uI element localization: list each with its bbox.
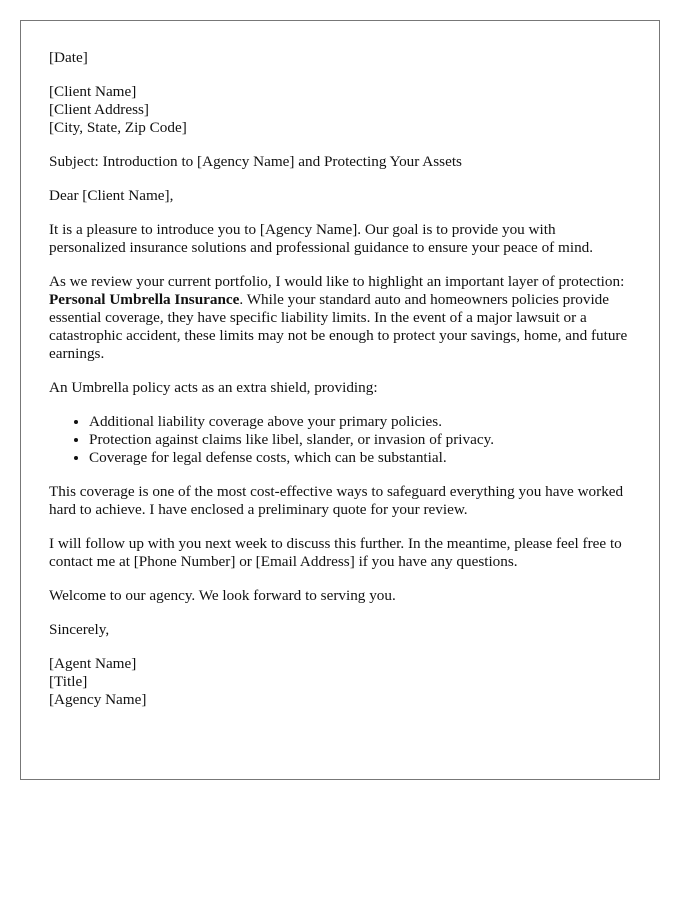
benefit-list-item: • Protection against claims like libel, slander, or invasion of privacy.: [89, 431, 631, 449]
personal-umbrella-insurance-emphasis: Personal Umbrella Insurance: [49, 291, 240, 308]
umbrella-paragraph-details-text: . While your standard auto and homeowners policies provide essential coverage, they have specific liability limits. In the event of a major lawsuit or a catastrophic accident, these limits may not be enough to protect your savings, home, and future earnings.: [49, 291, 628, 362]
follow-up-paragraph: I will follow up with you next week to discuss this further. In the meantime, please feel free to contact me at [Phone Number] or [Email Address] if you have any questions.: [49, 535, 622, 570]
benefit-list-item: • Additional liability coverage above your primary policies.: [89, 413, 631, 431]
umbrella-paragraph-intro-text: As we review your current portfolio, I would like to highlight an important layer of protection:: [49, 273, 625, 290]
welcome-paragraph: Welcome to our agency. We look forward to serving you.: [49, 587, 396, 604]
signature-block: [49, 655, 631, 709]
date-line: [49, 49, 631, 67]
closing-line: Sincerely,: [49, 621, 110, 638]
cost-effective-paragraph: This coverage is one of the most cost-effective ways to safeguard everything you have worked hard to achieve. I have enclosed a preliminary quote for your review.: [49, 483, 624, 518]
salutation: Dear [Client Name],: [49, 187, 174, 204]
benefit-list-item: • Coverage for legal defense costs, which can be substantial.: [89, 449, 631, 467]
recipient-address: [Client Address]: [49, 101, 149, 118]
intro-paragraph: It is a pleasure to introduce you to [Agency Name]. Our goal is to provide you with personalized insurance solutions and professional guidance to ensure your peace of mind.: [49, 221, 594, 256]
recipient-address-block: [49, 83, 631, 137]
umbrella-policy-intro: An Umbrella policy acts as an extra shield, providing:: [49, 379, 378, 396]
letter-document: [20, 20, 660, 780]
benefits-list: [49, 413, 631, 467]
subject-line: Subject: Introduction to [Agency Name] and Protecting Your Assets: [49, 153, 462, 170]
umbrella-insurance-paragraph: [49, 273, 631, 363]
agency-name: [Agency Name]: [49, 691, 147, 708]
recipient-name: [Client Name]: [49, 83, 137, 100]
agent-title: [Title]: [49, 673, 88, 690]
recipient-city-state-zip: [City, State, Zip Code]: [49, 119, 187, 136]
date-text: [Date]: [49, 49, 88, 66]
agent-name: [Agent Name]: [49, 655, 137, 672]
